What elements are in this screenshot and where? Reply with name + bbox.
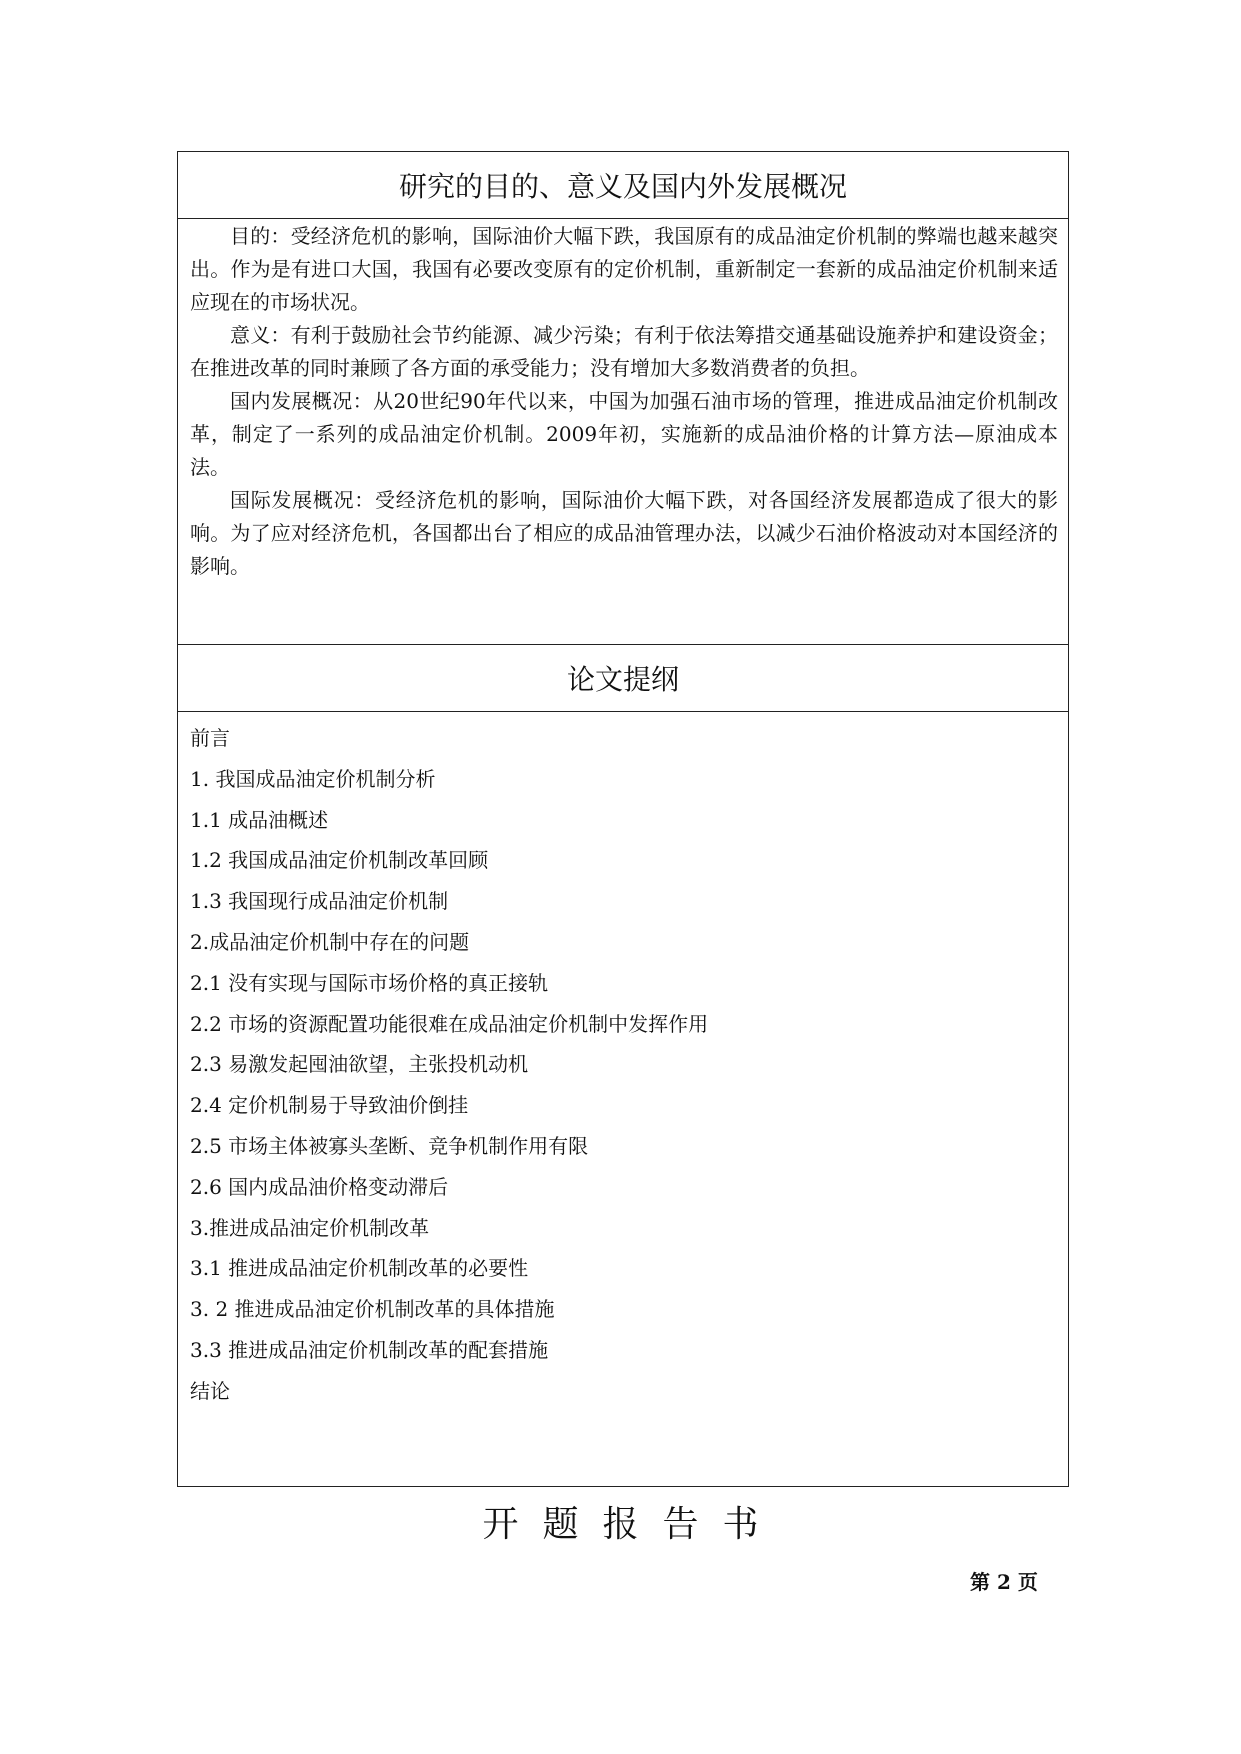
outline-item: 2.6 国内成品油价格变动滞后 [190,1174,449,1199]
outline-item: 2.成品油定价机制中存在的问题 [190,929,470,954]
outline-item: 1.1 成品油概述 [190,807,329,832]
outline-item: 3.1 推进成品油定价机制改革的必要性 [190,1256,529,1281]
outline-item: 结论 [190,1378,230,1403]
outline-item: 1.2 我国成品油定价机制改革回顾 [190,848,489,873]
section-heading-purpose: 研究的目的、意义及国内外发展概况 [178,152,1068,219]
outline-item: 3. 2 推进成品油定价机制改革的具体措施 [190,1297,555,1322]
outline-item: 前言 [190,726,230,750]
outline-item: 2.5 市场主体被寡头垄断、竞争机制作用有限 [190,1133,589,1158]
outline-list [190,718,1058,1412]
outline-item: 3.推进成品油定价机制改革 [190,1215,430,1240]
outline-item: 1.3 我国现行成品油定价机制 [190,889,449,914]
outline-item: 2.2 市场的资源配置功能很难在成品油定价机制中发挥作用 [190,1011,709,1036]
outline-item: 3.3 推进成品油定价机制改革的配套措施 [190,1337,549,1362]
report-title: 开题报告书 [482,1504,783,1545]
outline-item: 1. 我国成品油定价机制分析 [190,766,436,791]
paragraph-international: 国际发展概况：受经济危机的影响，国际油价大幅下跌，对各国经济发展都造成了很大的影响。为了应对经济危机，各国都出台了相应的成品油管理办法，以减少石油价格波动对本国经济的影响。 [190,488,1058,578]
section-heading-outline: 论文提纲 [178,644,1068,712]
paragraph-significance: 意义：有利于鼓励社会节约能源、减少污染；有利于依法筹措交通基础设施养护和建设资金；在推进改革的同时兼顾了各方面的承受能力；没有增加大多数消费者的负担。 [190,323,1058,380]
purpose-body [190,220,1058,583]
outline-item: 2.1 没有实现与国际市场价格的真正接轨 [190,970,549,995]
report-table [177,151,1069,1487]
outline-item: 2.3 易激发起囤油欲望，主张投机动机 [190,1052,529,1077]
paragraph-purpose: 目的：受经济危机的影响，国际油价大幅下跌，我国原有的成品油定价机制的弊端也越来越突出。作为是有进口大国，我国有必要改变原有的定价机制，重新制定一套新的成品油定价机制来适应现在的市场状况。 [190,224,1058,314]
page-number: 第 2 页 [970,1570,1038,1594]
outline-item: 2.4 定价机制易于导致油价倒挂 [190,1093,469,1118]
paragraph-domestic: 国内发展概况：从20世纪90年代以来，中国为加强石油市场的管理，推进成品油定价机制改革，制定了一系列的成品油定价机制。2009年初，实施新的成品油价格的计算方法—原油成本法。 [190,389,1058,479]
